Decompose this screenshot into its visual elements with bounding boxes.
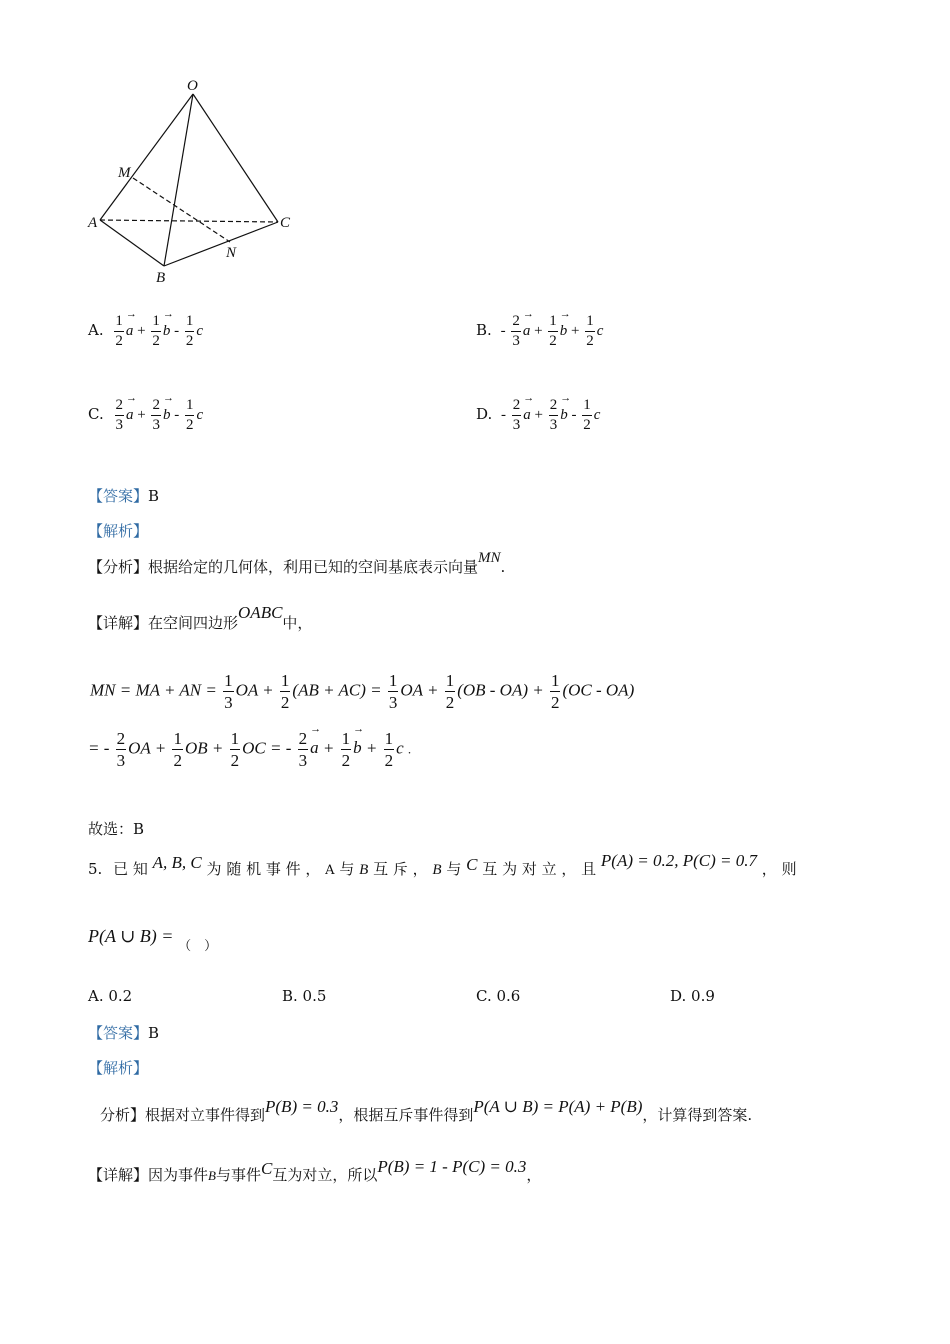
q4-derivation-line-1: MN = MA + AN = $\frac{1}{3}$ OA + $\frac{1}{2}$ (AB + AC) = $\frac{1}{3}$ OA + $\frac{1}{2}$ (OB - OA) + $\frac{1}{2}$ (OC - OA) xyxy=(90,671,635,712)
q4-option-c[interactable]: C. $\frac{2}{3}$ → a + $\frac{2}{3}$ → b - $\frac{1}{2}$ c xyxy=(88,398,203,433)
q4-answer: 【答案】B xyxy=(88,487,160,505)
q4-option-b[interactable]: B. - $\frac{2}{3}$ → a + $\frac{1}{2}$ → b + $\frac{1}{2}$ c xyxy=(476,314,603,349)
label-C: C xyxy=(280,215,291,231)
label-M: M xyxy=(118,165,131,181)
q5-answer: 【答案】B xyxy=(88,1024,160,1042)
q4-analysis-tag: 【解析】 xyxy=(88,522,149,540)
q4-detail: 【详解】在空间四边形OABC中， xyxy=(88,603,313,632)
q5-detail: 【详解】因为事件B与事件C互为对立，所以P(B) = 1 - P(C) = 0.3， xyxy=(88,1157,542,1184)
q5-fenxi: 分析】根据对立事件得到P(B) = 0.3，根据互斥事件得到P(A ∪ B) = P(A) + P(B)，计算得到答案. xyxy=(100,1097,753,1124)
q4-fenxi: 【分析】根据给定的几何体，利用已知的空间基底表示向量MN. xyxy=(88,550,506,576)
q5-stem: 5. 已 知 A, B, C 为 随 机 事 件 ， A 与 B 互 斥 ， B 与 C 互 为 对 立 ， 且 P(A) = 0.2, P(C) = 0.7 ， 则 xyxy=(88,851,797,878)
q5-analysis-tag: 【解析】 xyxy=(88,1059,149,1077)
q4-choose: 故选：B xyxy=(88,820,145,838)
q5-option-c[interactable]: C. 0.6 xyxy=(476,987,521,1005)
q4-option-d[interactable]: D. - $\frac{2}{3}$ → a + $\frac{2}{3}$ → b - $\frac{1}{2}$ c xyxy=(476,398,600,433)
q4-option-a[interactable]: A. $\frac{1}{2}$ → a + $\frac{1}{2}$ → b - $\frac{1}{2}$ c xyxy=(88,314,203,349)
q5-option-d[interactable]: D. 0.9 xyxy=(670,987,715,1005)
q4-derivation-line-2: = - $\frac{2}{3}$ OA + $\frac{1}{2}$ OB + $\frac{1}{2}$ OC = - $\frac{2}{3}$ → a + $\frac{1}{2}$ → b + $\frac{1}{2}$ c . xyxy=(88,730,411,769)
label-B: B xyxy=(156,270,166,286)
q5-expression: P(A ∪ B) = （ ） xyxy=(88,926,218,954)
label-N: N xyxy=(226,245,237,261)
tetrahedron-figure xyxy=(80,70,310,290)
label-A: A xyxy=(88,215,98,231)
q5-option-b[interactable]: B. 0.5 xyxy=(282,987,327,1005)
label-O: O xyxy=(187,78,198,94)
q5-option-a[interactable]: A. 0.2 xyxy=(88,987,133,1005)
